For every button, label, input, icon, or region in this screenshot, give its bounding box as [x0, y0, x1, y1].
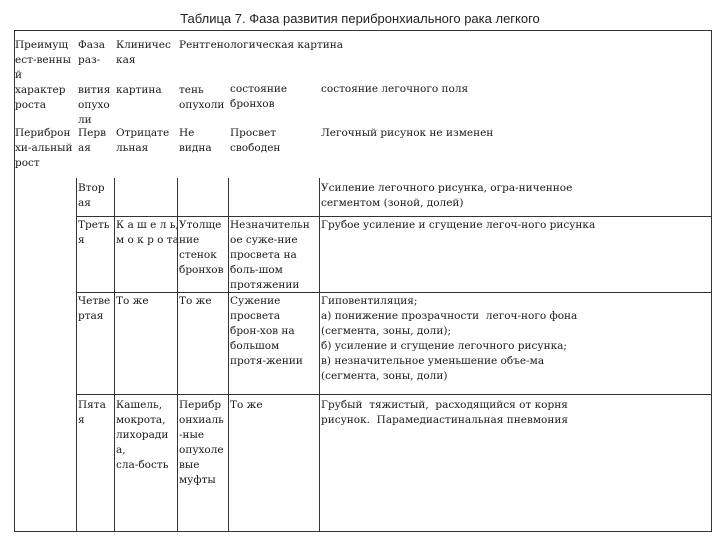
row4-bronchi: Сужение просвета брон-хов на большом протя-жении — [230, 295, 303, 367]
row5-bronchi: То же — [230, 399, 263, 411]
row2-field: Усиление легочного рисунка, огра-ниченное сегментом (зоной, долей) — [321, 182, 573, 209]
row4-shadow: То же — [179, 295, 212, 307]
row1-bronchi: Просвет свободен — [230, 127, 281, 154]
row1-growth: Периброн хи-альный рост — [15, 127, 73, 169]
row1-clinic: Отрицате льная — [116, 127, 170, 154]
row3-clinic: К а ш е л ь, м о к р о та — [116, 219, 179, 246]
row3-shadow: Утолще ние стенок бронхов — [179, 219, 224, 276]
header-xray: Рентгенологическая картина тень опухоли — [179, 39, 344, 111]
row5-clinic: Кашель, мокрота, лихоради а, сла-бость — [116, 399, 169, 471]
row3-phase: Треть я — [78, 219, 110, 246]
col-divider-2 — [114, 178, 115, 532]
col-divider-4 — [228, 178, 229, 532]
row1-field: Легочный рисунок не изменен — [321, 127, 494, 139]
row5-phase: Пята я — [78, 399, 106, 426]
header-clinic: Клиничес кая картина — [116, 39, 171, 96]
row-divider-2 — [76, 292, 712, 293]
header-field: состояние легочного поля — [321, 83, 469, 95]
table-title: Таблица 7. Фаза развития перибронхиального рака легкого — [180, 11, 540, 26]
row1-phase: Перв ая — [78, 127, 107, 154]
row4-phase: Четве ртая — [78, 295, 111, 322]
row2-phase: Втор ая — [78, 182, 105, 209]
row3-field: Грубое усиление и сгущение легоч-ного рисунка — [321, 219, 596, 231]
row1-shadow: Не видна — [179, 127, 212, 154]
header-bronchi: состояние бронхов — [230, 83, 288, 110]
row4-field: Гиповентиляция; а) понижение прозрачности легоч-ного фона (сегмента, зоны, доли); б) усиление и сгущение легочного рисунка; в) незначительное уменьшение объе-ма (сегмента, зоны, доли) — [321, 295, 578, 382]
row5-field: Грубый тяжистый, расходящийся от корня рисунок. Парамедиастинальная пневмония — [321, 399, 568, 426]
row3-bronchi: Незначительн ое суже-ние просвета на боль-шом протяжении — [230, 219, 310, 291]
header-growth: Преимущ ест-венны й характер роста — [15, 39, 71, 111]
col-divider-5 — [319, 178, 320, 532]
row-divider-1 — [76, 216, 712, 217]
row-divider-3 — [76, 394, 712, 395]
row4-clinic: То же — [116, 295, 149, 307]
col-divider-1 — [76, 178, 77, 532]
row5-shadow: Перибр онхиаль -ные опухоле вые муфты — [179, 399, 224, 486]
header-phase: Фаза раз- вития опухо ли — [78, 39, 111, 126]
